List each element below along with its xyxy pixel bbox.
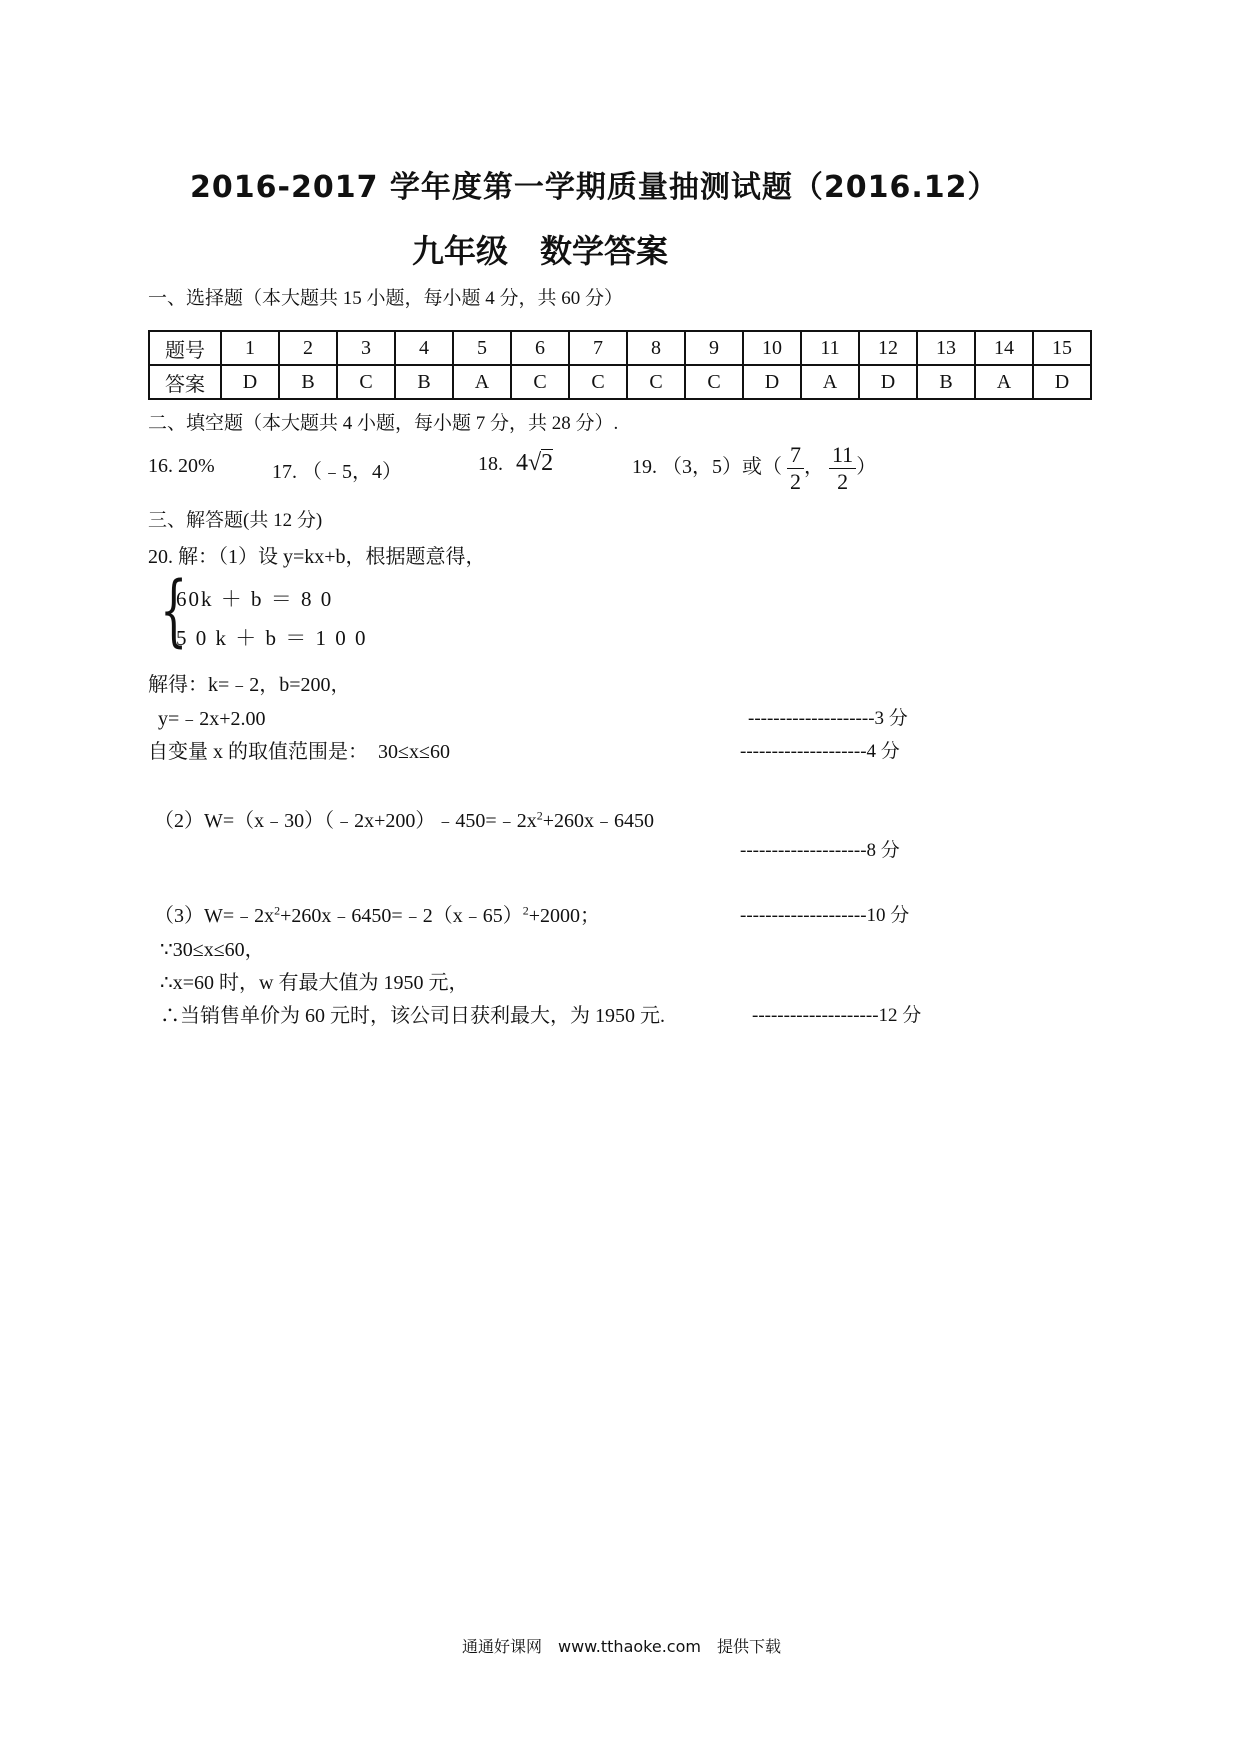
question-number-cell: 13 — [917, 331, 975, 365]
question-number-cell: 8 — [627, 331, 685, 365]
answer-cell: C — [627, 365, 685, 399]
score-4: --------------------4 分 — [740, 741, 900, 762]
question-number-cell: 1 — [221, 331, 279, 365]
answer-cell: D — [221, 365, 279, 399]
answer-cell: D — [859, 365, 917, 399]
part3-expression-a: （3）W=﹣2x — [154, 905, 275, 927]
document-subtitle: 九年级 数学答案 — [412, 232, 669, 270]
section-fill-heading: 二、填空题（本大题共 4 小题，每小题 7 分，共 28 分）. — [148, 413, 619, 434]
therefore-statement-2: ∴当销售单价为 60 元时，该公司日获利最大，为 1950 元. — [160, 1005, 665, 1027]
fraction-7-2 — [787, 442, 804, 495]
question-number-cell: 10 — [743, 331, 801, 365]
question-number-cell: 15 — [1033, 331, 1091, 365]
question-number-cell: 6 — [511, 331, 569, 365]
part3-expression-c: +2000； — [528, 905, 600, 927]
document-title: 2016-2017 学年度第一学期质量抽测试题（2016.12） — [190, 170, 999, 205]
q20-intro: 20. 解：（1）设 y=kx+b，根据题意得， — [148, 546, 486, 568]
answer-cell: D — [743, 365, 801, 399]
score-12: --------------------12 分 — [752, 1005, 922, 1026]
range-statement: 自变量 x 的取值范围是： 30≤x≤60 — [148, 741, 450, 763]
section-choice-heading: 一、选择题（本大题共 15 小题，每小题 4 分，共 60 分） — [148, 288, 624, 309]
exponent: 2 — [536, 808, 543, 823]
answer-19 — [632, 442, 876, 495]
part3-expression — [154, 899, 600, 928]
part2-expression — [154, 804, 654, 833]
page-footer: 通通好课网 www.tthaoke.com 提供下载 — [462, 1637, 781, 1656]
table-row-answers — [149, 365, 1091, 399]
part3-expression-b: +260x﹣6450=﹣2（x﹣65） — [280, 905, 523, 927]
equation-1: 60k ＋ b ＝ 8 0 — [176, 587, 334, 611]
section-solve-heading: 三、解答题(共 12 分) — [148, 510, 323, 531]
answer-17: 17. （﹣5，4） — [272, 461, 402, 483]
answer-cell: C — [511, 365, 569, 399]
answer-cell: B — [279, 365, 337, 399]
question-number-cell: 11 — [801, 331, 859, 365]
answer-cell: D — [1033, 365, 1091, 399]
solve-result: 解得：k=﹣2，b=200， — [148, 674, 351, 696]
question-number-cell: 2 — [279, 331, 337, 365]
fraction-11-2 — [829, 442, 856, 495]
answer-cell: A — [453, 365, 511, 399]
question-number-cell: 5 — [453, 331, 511, 365]
answer-cell: A — [975, 365, 1033, 399]
answer-cell: A — [801, 365, 859, 399]
answer-18-radicand: 2 — [541, 450, 554, 476]
score-8: --------------------8 分 — [740, 840, 900, 861]
sqrt-icon: √ — [528, 450, 542, 476]
answer-18-label: 18. — [478, 453, 503, 475]
answer-cell: C — [337, 365, 395, 399]
equation-2: 5 0 k ＋ b ＝ 1 0 0 — [176, 626, 368, 650]
answer-16: 16. 20% — [148, 455, 215, 477]
fraction-numerator: 11 — [829, 442, 856, 469]
fraction-denominator: 2 — [790, 469, 801, 494]
answer-19-close: ） — [856, 456, 877, 479]
therefore-statement-1: ∴x=60 时，w 有最大值为 1950 元， — [160, 972, 469, 994]
question-number-cell: 12 — [859, 331, 917, 365]
answer-cell: B — [395, 365, 453, 399]
table-head-number: 题号 — [149, 331, 221, 365]
exponent: 2 — [274, 903, 281, 918]
equation-brace-icon: { — [160, 566, 188, 656]
exponent: 2 — [522, 903, 529, 918]
answer-19-comma: ， — [804, 456, 824, 479]
score-3: --------------------3 分 — [748, 708, 908, 729]
fraction-denominator: 2 — [837, 469, 849, 494]
question-number-cell: 14 — [975, 331, 1033, 365]
fraction-numerator: 7 — [787, 442, 804, 469]
answer-18-coef: 4 — [516, 450, 528, 476]
table-row-numbers — [149, 331, 1091, 365]
answer-18 — [478, 450, 553, 477]
function-expression: y=﹣2x+2.00 — [158, 708, 266, 730]
question-number-cell: 7 — [569, 331, 627, 365]
score-10: --------------------10 分 — [740, 905, 910, 926]
question-number-cell: 3 — [337, 331, 395, 365]
since-statement: ∵30≤x≤60， — [160, 939, 265, 961]
answer-cell: B — [917, 365, 975, 399]
table-head-answer: 答案 — [149, 365, 221, 399]
answer-table — [148, 330, 1092, 400]
question-number-cell: 9 — [685, 331, 743, 365]
answer-19-label: 19. （3，5）或（ — [632, 456, 782, 479]
question-number-cell: 4 — [395, 331, 453, 365]
answer-cell: C — [685, 365, 743, 399]
part2-expression-a: （2）W=（x﹣30）（﹣2x+200）﹣450=﹣2x — [154, 810, 537, 832]
answer-cell: C — [569, 365, 627, 399]
part2-expression-b: +260x﹣6450 — [542, 810, 654, 832]
